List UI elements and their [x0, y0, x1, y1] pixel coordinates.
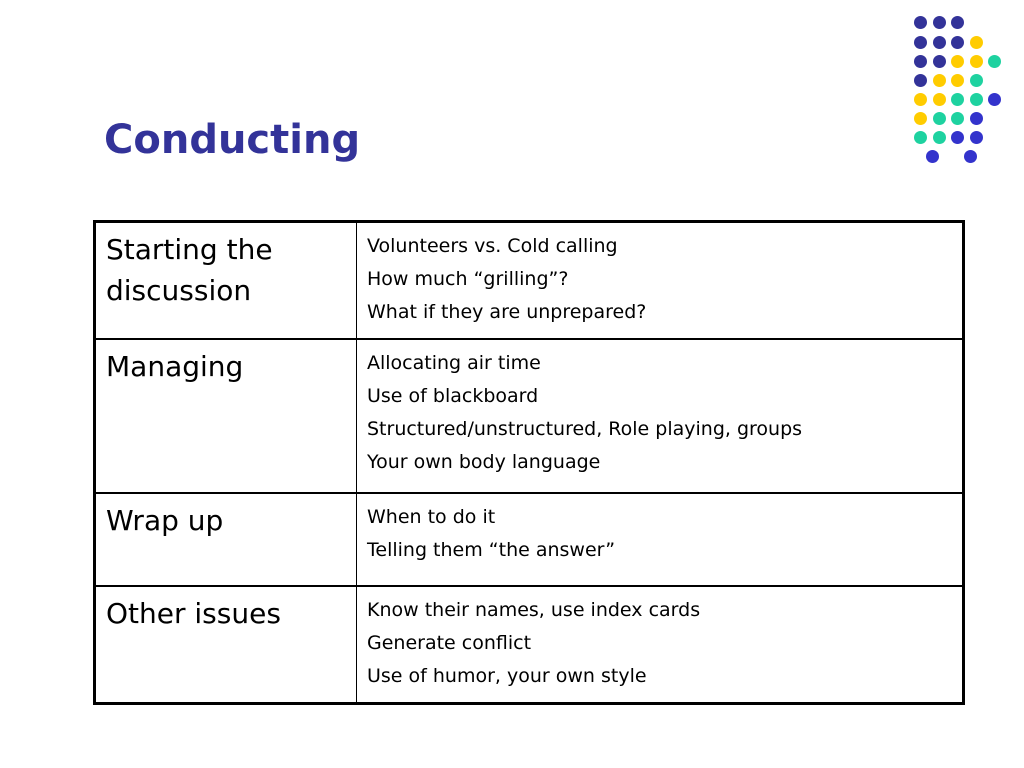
decorative-dot [914, 55, 927, 68]
row-label: Wrap up [95, 493, 357, 586]
decorative-dot [951, 93, 964, 106]
row-label: Starting the discussion [95, 222, 357, 340]
table-row [95, 222, 964, 340]
content-table [93, 220, 965, 705]
decorative-dot [933, 55, 946, 68]
decorative-dot [951, 55, 964, 68]
decorative-dot [914, 112, 927, 125]
table-row [95, 493, 964, 586]
slide-title: Conducting [104, 117, 361, 163]
decorative-dot [970, 112, 983, 125]
decorative-dot [933, 131, 946, 144]
list-item: Generate conflict [367, 632, 532, 654]
decorative-dot [970, 131, 983, 144]
row-items [357, 222, 964, 340]
decorative-dot [933, 74, 946, 87]
decorative-dot [951, 131, 964, 144]
decorative-dot [926, 150, 939, 163]
list-item: Volunteers vs. Cold calling [367, 235, 618, 257]
decorative-dot [933, 112, 946, 125]
decorative-dot [988, 93, 1001, 106]
list-item: What if they are unprepared? [367, 301, 647, 323]
decorative-dot [914, 131, 927, 144]
decorative-dot [914, 16, 927, 29]
decorative-dot [964, 150, 977, 163]
table-row [95, 339, 964, 493]
list-item: Your own body language [367, 451, 601, 473]
decorative-dot [914, 36, 927, 49]
list-item: When to do it [367, 506, 496, 528]
row-items [357, 339, 964, 493]
list-item: Know their names, use index cards [367, 599, 701, 621]
list-item: Structured/unstructured, Role playing, groups [367, 418, 803, 440]
decorative-dot [951, 36, 964, 49]
decorative-dot [914, 74, 927, 87]
decorative-dot [951, 16, 964, 29]
decorative-dot [933, 36, 946, 49]
dot-grid-decoration [904, 10, 1014, 170]
table-row [95, 586, 964, 704]
decorative-dot [970, 93, 983, 106]
decorative-dot [970, 74, 983, 87]
decorative-dot [933, 93, 946, 106]
decorative-dot [970, 55, 983, 68]
row-label: Managing [95, 339, 357, 493]
decorative-dot [951, 74, 964, 87]
list-item: Use of humor, your own style [367, 665, 647, 687]
row-items [357, 586, 964, 704]
decorative-dot [988, 55, 1001, 68]
decorative-dot [970, 36, 983, 49]
decorative-dot [914, 93, 927, 106]
list-item: Allocating air time [367, 352, 541, 374]
list-item: Use of blackboard [367, 385, 539, 407]
list-item: Telling them “the answer” [367, 539, 616, 561]
row-label: Other issues [95, 586, 357, 704]
decorative-dot [933, 16, 946, 29]
decorative-dot [951, 112, 964, 125]
list-item: How much “grilling”? [367, 268, 569, 290]
row-items [357, 493, 964, 586]
